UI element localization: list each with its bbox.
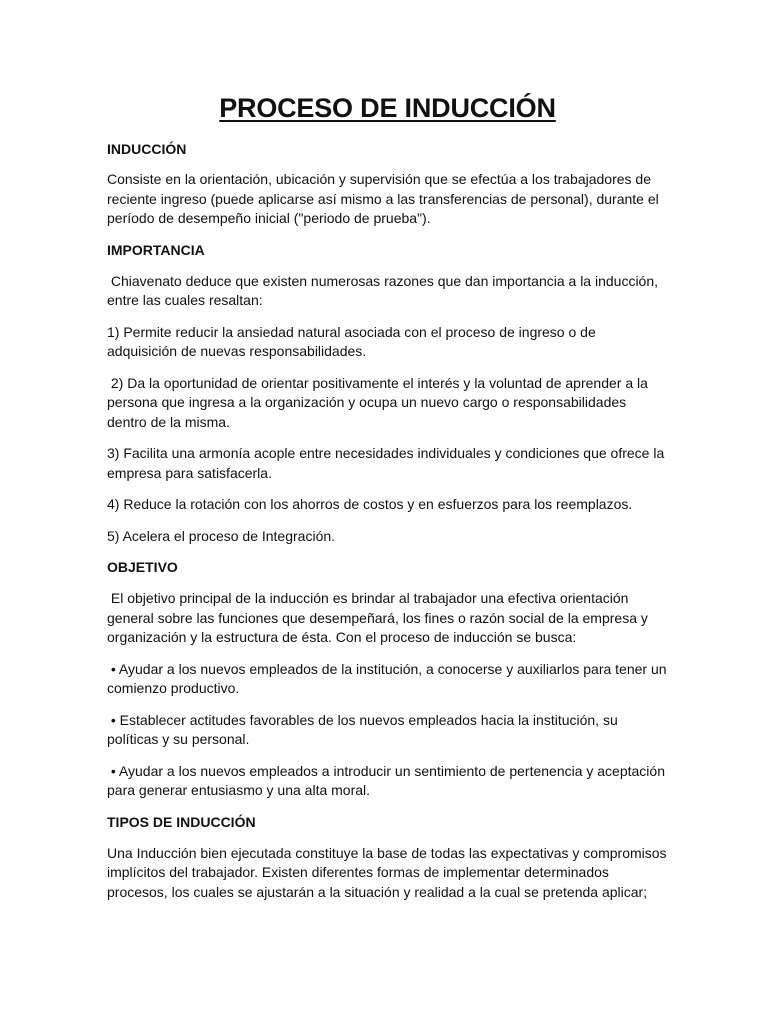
section-heading-induccion: INDUCCIÓN xyxy=(107,141,187,157)
paragraph-induccion: Consiste en la orientación, ubicación y supervisión que se efectúa a los trabajadores de reciente ingreso (puede aplicarse así mismo a las transferencias de personal), durante el período de desempeño inicial ("periodo de prueba"). xyxy=(107,171,659,226)
paragraph-tipos: Una Inducción bien ejecutada constituye la base de todas las expectativas y compromisos implícitos del trabajador. Existen diferentes formas de implementar determinados procesos, los cuales se ajustarán a la situación y realidad a la cual se pretenda aplicar; xyxy=(107,844,667,900)
list-item-importancia-3: 3) Facilita una armonía acople entre necesidades individuales y condiciones que ofrece la empresa para satisfacerla. xyxy=(107,445,665,481)
bullet-item-objetivo-2: • Establecer actitudes favorables de los nuevos empleados hacia la institución, su políticas y su personal. xyxy=(107,711,622,747)
list-item-importancia-2: 2) Da la oportunidad de orientar positivamente el interés y la voluntad de aprender a la persona que ingresa a la organización y ocupa un nuevo cargo o responsabilidades dentro de la misma. xyxy=(107,374,652,430)
bullet-item-objetivo-3: • Ayudar a los nuevos empleados a introducir un sentimiento de pertenencia y aceptación para generar entusiasmo y una alta moral. xyxy=(107,762,669,798)
section-heading-tipos: TIPOS DE INDUCCIÓN xyxy=(107,813,256,830)
list-item-importancia-4: 4) Reduce la rotación con los ahorros de costos y en esfuerzos para los reemplazos. xyxy=(107,496,633,512)
bullet-item-objetivo-1: • Ayudar a los nuevos empleados de la institución, a conocerse y auxiliarlos para tener un comienzo productivo. xyxy=(107,660,671,696)
list-item-importancia-1: 1) Permite reducir la ansiedad natural asociada con el proceso de ingreso o de adquisición de nuevas responsabilidades. xyxy=(107,323,596,359)
paragraph-objetivo-intro: El objetivo principal de la inducción es brindar al trabajador una efectiva orientación general sobre las funciones que desempeñará, los fines o razón social de la empresa y organización y la estructura de ésta. Con el proceso de inducción se busca: xyxy=(107,590,652,645)
document-title: PROCESO DE INDUCCIÓN xyxy=(219,93,556,123)
section-heading-objetivo: OBJETIVO xyxy=(107,559,178,575)
list-item-importancia-5: 5) Acelera el proceso de Integración. xyxy=(107,527,336,544)
paragraph-importancia-intro: Chiavenato deduce que existen numerosas razones que dan importancia a la inducción, entre las cuales resaltan: xyxy=(107,272,662,308)
section-heading-importancia: IMPORTANCIA xyxy=(107,241,205,258)
